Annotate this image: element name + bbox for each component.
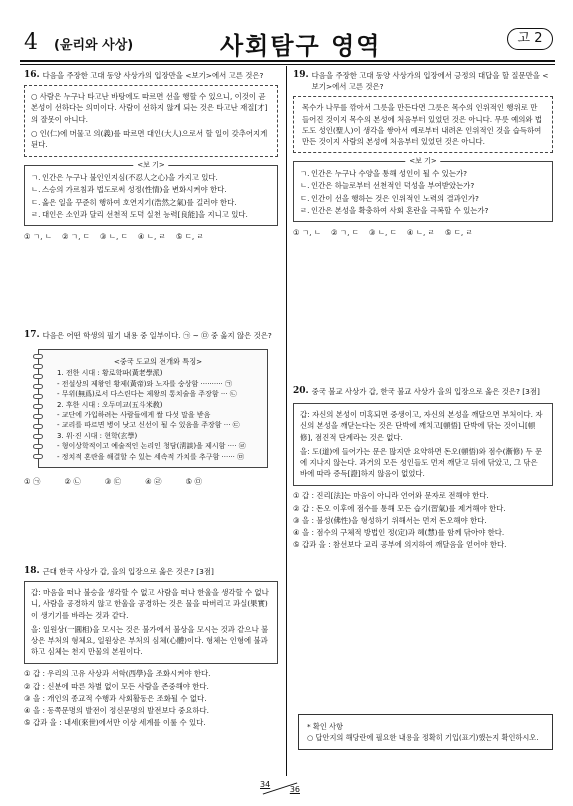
subject-label: (윤리와 사상)	[54, 38, 134, 53]
question-16	[24, 70, 278, 242]
choice-1[interactable]: ① ㄱ, ㄴ	[24, 232, 52, 242]
bogi-item: ㄷ. 옳은 일을 꾸준히 행하여 호연지기(浩然之氣)를 길러야 한다.	[31, 197, 237, 207]
passage-line: ○ 인(仁)에 머물고 의(義)를 따르면 대인(大人)으로서 할 일이 갖추어지게 된다.	[31, 128, 268, 150]
page-number-large: 4	[24, 30, 38, 55]
passage-line: 을: 일원상(一圓相)을 모시는 것은 불가에서 불상을 모시는 것과 같으나 불상은 부처의 형체요, 일원상은 부처의 심체(心體)이다. 형체는 인형에 불과하고 심체는 천지 만물의 본원이다.	[31, 624, 269, 657]
check-notice	[298, 714, 553, 750]
question-text: 근대 한국 사상가 갑, 을의 입장으로 옳은 것은? [3점]	[42, 567, 214, 576]
choice-2[interactable]: ② 갑 : 돈오 이후에 점수를 통해 모든 습기(習氣)를 제거해야 한다.	[293, 503, 506, 513]
bogi-item: ㄱ. 인간은 누구나 수양을 통해 성인이 될 수 있는가?	[300, 169, 468, 179]
passage-box	[293, 96, 553, 153]
bogi-item: ㄷ. 인간이 선을 행하는 것은 인위적인 노력의 결과인가?	[300, 193, 479, 203]
header-divider-thin	[20, 64, 555, 65]
passage-box	[24, 85, 278, 157]
choice-4[interactable]: ④ 을 : 점수의 구체적 방법인 정(定)과 혜(慧)를 함께 닦아야 한다.	[293, 528, 505, 538]
choice-2[interactable]: ② ㄱ, ㄷ	[330, 228, 359, 238]
question-number: 16.	[24, 70, 40, 80]
question-number: 19.	[293, 70, 309, 80]
question-20	[293, 386, 553, 550]
bogi-item: ㄹ. 대인은 소인과 달리 선천적 도덕 실천 능력[良能]을 지니고 있다.	[31, 209, 248, 219]
bogi-item: ㄹ. 인간은 본성을 확충하여 사회 혼란을 극복할 수 있는가?	[300, 205, 489, 215]
answer-choices	[293, 227, 553, 238]
bogi-box	[24, 161, 278, 226]
notebook-title: <중국 도교의 전개와 특징>	[113, 357, 203, 367]
bogi-title: <보 기>	[133, 160, 168, 171]
page-header	[20, 22, 555, 62]
answer-choices	[293, 490, 553, 550]
choice-3[interactable]: ③ ㄴ, ㄷ	[99, 232, 128, 242]
notebook-line: 1. 전한 시대 : 황로학파(黃老學派)	[57, 369, 163, 378]
passage-line: 갑: 마음을 떠나 불승을 생각할 수 없고 사람을 떠나 한울을 생각할 수 없나니, 사람을 공경하지 않고 한울을 공경하는 것은 물을 따버리고 과실(果實)이 생기기를 바라는 것과 같다.	[31, 588, 269, 620]
choice-2[interactable]: ② 갑 : 신분에 따른 차별 없이 모든 사람을 존중해야 한다.	[24, 681, 209, 691]
question-19	[293, 70, 553, 238]
choice-3[interactable]: ③ 을 : 개인의 종교적 수행과 사회활동은 조화될 수 없다.	[24, 693, 207, 703]
choice-3[interactable]: ③ ㄴ, ㄷ	[368, 228, 397, 238]
notebook-line: - 형이상학적이고 예술적인 논리인 청담(淸談)을 제시함 ···· ㉣	[57, 442, 246, 451]
answer-choices	[24, 476, 278, 487]
question-text: 다음을 주장한 고대 동양 사상가의 입장만을 <보기>에서 고른 것은?	[42, 71, 264, 80]
choice-1[interactable]: ① ㉠	[24, 477, 41, 487]
bogi-title: <보 기>	[405, 156, 440, 167]
choice-5[interactable]: ⑤ ㄷ, ㄹ	[444, 228, 473, 238]
choice-1[interactable]: ① 갑 : 진리[法]는 마음이 아니라 언어와 문자로 전해야 한다.	[293, 491, 489, 501]
choice-4[interactable]: ④ ㄴ, ㄹ	[137, 232, 166, 242]
question-text: 다음을 주장한 고대 동양 사상가의 입장에서 긍정의 대답을 할 질문만을 <보기>에서 고른 것은?	[311, 71, 549, 92]
passage-box	[24, 581, 278, 664]
question-number: 20.	[293, 386, 309, 396]
notice-title: * 확인 사항	[307, 722, 343, 731]
choice-2[interactable]: ② ㄱ, ㄷ	[61, 232, 90, 242]
notebook-line: 2. 후한 시대 : 오두미교(五斗米敎)	[57, 400, 163, 409]
question-text: 중국 불교 사상가 갑, 한국 불교 사상가 을의 입장으로 옳은 것은? [3점]	[311, 387, 540, 396]
answer-choices	[24, 668, 278, 728]
bogi-box	[293, 157, 553, 222]
bogi-item: ㄴ. 인간은 하늘로부터 선천적인 덕성을 부여받았는가?	[300, 181, 475, 191]
choice-1[interactable]: ① 갑 : 우리의 고유 사상과 서학(西學)을 조화시켜야 한다.	[24, 669, 211, 679]
grade-badge: 고 2	[507, 28, 553, 50]
header-divider	[20, 60, 555, 62]
notebook-line: - 정치적 혼란을 해결할 수 있는 세속적 가치를 추구함 ······ ㉤	[57, 452, 245, 461]
choice-5[interactable]: ⑤ 갑과 을 : 참선보다 교리 공부에 의지하여 깨달음을 얻어야 한다.	[293, 540, 507, 550]
choice-2[interactable]: ② ㉡	[64, 477, 81, 487]
choice-1[interactable]: ① ㄱ, ㄴ	[293, 228, 321, 238]
question-number: 17.	[24, 330, 40, 340]
page-indicator	[258, 780, 302, 796]
notebook-line: - 전설상의 제왕인 황제(黃帝)와 노자를 숭상함 ·········· ㉠	[57, 379, 233, 388]
passage-line: 갑: 자신의 본성이 미혹되면 중생이고, 자신의 본성을 깨달으면 부처이다. 자신의 본성을 깨닫는다는 것은 단박에 깨치고[頓悟] 단박에 닦는 것이니[頓修], 점진적 단계라는 것은 없다.	[300, 410, 543, 442]
choice-5[interactable]: ⑤ ㄷ, ㄹ	[175, 232, 204, 242]
choice-4[interactable]: ④ 을 : 동쪽문명의 발전이 정신문명의 발전보다 중요하다.	[24, 706, 209, 716]
bogi-item: ㄴ. 스승의 가르침과 법도로써 성정(性情)을 변화시켜야 한다.	[31, 185, 227, 195]
question-number: 18.	[24, 566, 40, 576]
notebook-box	[38, 349, 268, 468]
question-text: 다음은 어떤 학생의 필기 내용 중 일부이다. ㉠ ~ ㉤ 중 옳지 않은 것은?	[42, 331, 272, 340]
choice-5[interactable]: ⑤ ㉤	[185, 477, 202, 487]
passage-text: 목수가 나무를 깎아서 그릇을 만든다면 그릇은 목수의 인위적인 행위로 만들어진 것이지 목수의 본성에 처음부터 있었던 것은 아니다. 무릇 예의와 법도도 성인(聖人)이 생각을 쌓아서 예로부터 내려온 인위적인 것을 습득하여 만든 것이지 사람의 본성에 처음부터 있었던 것은 아니다.	[302, 103, 543, 147]
passage-line: 을: 도(道)에 들어가는 문은 많지만 요약하면 돈오(頓悟)와 점수(漸修) 두 문에 지나지 않는다. 과거의 모든 성인들도 먼저 깨닫고 뒤에 닦았고, 그 닦은 바에 따라 증득[證]하지 않음이 없었다.	[300, 446, 543, 479]
spiral-binding	[33, 354, 45, 463]
choice-5[interactable]: ⑤ 갑과 을 : 내세(來世)에서만 이상 세계를 이룰 수 있다.	[24, 718, 206, 728]
choice-3[interactable]: ③ ㉢	[104, 477, 122, 487]
notice-text: ○ 답안지의 해당란에 필요한 내용을 정확히 기입(표기)했는지 확인하시오.	[307, 733, 539, 742]
current-page: 34	[260, 780, 271, 789]
passage-line: ○ 사람은 누구나 타고난 바탕에도 따르면 선을 행할 수 있으니, 이것이 곧 본성이 선하다는 의미이다. 사람이 선하지 않게 되는 것은 타고난 재질[才]의 잘못이 아니다.	[31, 92, 268, 124]
answer-choices	[24, 231, 278, 242]
bogi-item: ㄱ. 인간은 누구나 불인인지심(不忍人之心)을 가지고 있다.	[31, 173, 218, 183]
question-18	[24, 566, 278, 728]
notebook-line: - 무위(無爲)로서 다스린다는 제왕의 통치술을 주장함 ··· ㉡	[57, 390, 237, 399]
choice-4[interactable]: ④ ㄴ, ㄹ	[406, 228, 435, 238]
column-divider	[286, 66, 287, 776]
choice-4[interactable]: ④ ㉣	[145, 477, 162, 487]
question-17	[24, 330, 278, 487]
total-pages: 36	[289, 785, 300, 794]
notebook-line: - 교리를 따르면 병이 낫고 신선이 될 수 있음을 주장함 ··· ㉢	[57, 421, 240, 430]
notebook-line: 3. 위·진 시대 : 현학(玄學)	[57, 431, 138, 440]
passage-box	[293, 403, 553, 486]
choice-3[interactable]: ③ 을 : 불성(佛性)을 형성하기 위해서는 먼저 돈오해야 한다.	[293, 515, 487, 525]
notebook-line: - 교단에 가입하려는 사람들에게 쌀 다섯 말을 받음	[57, 411, 211, 420]
exam-title: 사회탐구 영역	[220, 32, 382, 60]
